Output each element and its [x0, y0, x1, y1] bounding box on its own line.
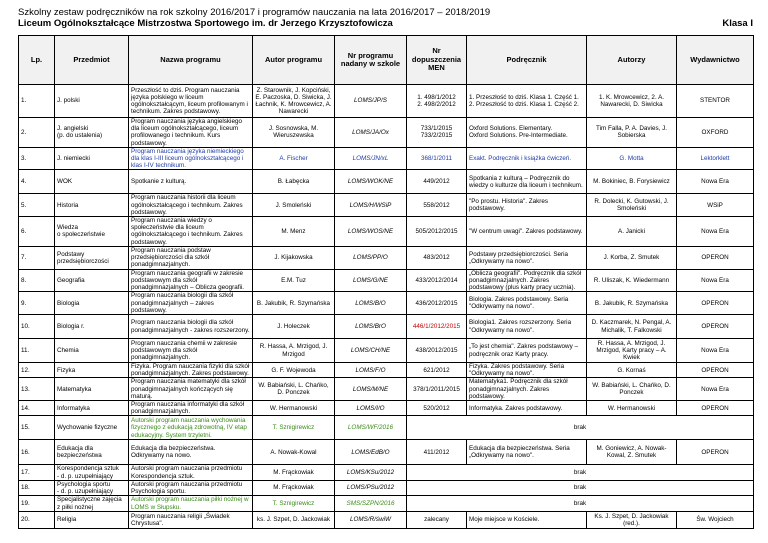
table-row	[19, 363, 754, 378]
cell-wyd: Św. Wojciech	[677, 511, 754, 528]
cell-przedmiot: Psychologia sportu - d. p. uzupełniający	[55, 480, 129, 495]
cell-program: Program nauczania biologii dla szkół ponadgimnazjalnych - zakres rozszerzony.	[129, 315, 253, 339]
cell-podrecznik: brak	[407, 416, 754, 440]
cell-autor: B. Jakubik, R. Szymańska	[253, 292, 335, 315]
cell-przedmiot: Biologia	[55, 292, 129, 315]
cell-przedmiot: Chemia	[55, 339, 129, 363]
cell-przedmiot: J. niemiecki	[55, 147, 129, 170]
cell-przedmiot: Podstawy przedsiębiorczości	[55, 246, 129, 269]
cell-autorzy: B. Jakubik, R. Szymańska	[587, 292, 677, 315]
column-header: Lp.	[19, 36, 55, 85]
cell-men: 733/1/2015 733/2/2015	[407, 118, 467, 148]
cell-wyd: Nowa Era	[677, 378, 754, 401]
cell-autorzy: M. Goniewicz, A. Nowak-Kowal, Z. Smutek	[587, 440, 677, 465]
cell-przedmiot: Biologia r.	[55, 315, 129, 339]
cell-nr: LOMS/WOK/NE	[335, 170, 407, 194]
cell-nr: LOMS/M/NE	[335, 378, 407, 401]
cell-podrecznik: Biologia1. Zakres rozszerzony. Seria "Odkrywamy na nowo".	[467, 315, 587, 339]
cell-program: Program nauczania historii dla liceum ogólnokształcącego i technikum. Zakres podstawowy.	[129, 194, 253, 217]
cell-program: Autorski program nauczania przedmiotu Korespondencja sztuk.	[129, 465, 253, 480]
cell-autor: R. Hassa, A. Mrzigod, J. Mrzigod	[253, 339, 335, 363]
cell-lp: 8.	[19, 269, 55, 292]
class-label: Klasa I	[722, 18, 753, 29]
cell-podrecznik: Matematyka1. Podręcznik dla szkół ponadgimnazjalnych. Zakres podstawowy.	[467, 378, 587, 401]
cell-nr: LOMS/WOS/NE	[335, 217, 407, 247]
table-row	[19, 85, 754, 118]
table-row	[19, 511, 754, 528]
cell-nr: LOMS/PP/O	[335, 246, 407, 269]
cell-men: 558/2012	[407, 194, 467, 217]
cell-lp: 1.	[19, 85, 55, 118]
cell-autorzy: Tim Falla, P. A. Davies, J. Sobierska	[587, 118, 677, 148]
cell-lp: 2.	[19, 118, 55, 148]
cell-program: Autorski program nauczania wychowania fizycznego z edukacją zdrowotną, IV etap edukacyjny. System trzyletni.	[129, 416, 253, 440]
cell-podrecznik: "Po prostu. Historia". Zakres podstawowy.	[467, 194, 587, 217]
cell-przedmiot: Wychowanie fizyczne	[55, 416, 129, 440]
cell-podrecznik: 1. Przeszłość to dziś. Klasa 1. Część 1. 2. Przeszłość to dziś. Klasa 1. Część 2.	[467, 85, 587, 118]
table-row	[19, 269, 754, 292]
cell-autorzy: Ks. J. Szpet, D. Jackowiak (red.).	[587, 511, 677, 528]
cell-lp: 16.	[19, 440, 55, 465]
cell-wyd: STENTOR	[677, 85, 754, 118]
table-row	[19, 496, 754, 511]
cell-autor: Z. Starownik, J. Kopciński, E. Paczoska, D. Siwicka, J. Łachnik, K. Mrowcewicz, A. Nawarecki	[253, 85, 335, 118]
cell-program: Program nauczania matematyki dla szkół ponadgimnazjalnych kończących się maturą.	[129, 378, 253, 401]
table-header-row	[19, 36, 754, 85]
cell-lp: 10.	[19, 315, 55, 339]
cell-program: Program nauczania języka angielskiego dla liceum ogólnokształcącego, liceum profilowanego i technikum. Kurs podstawowy.	[129, 118, 253, 148]
cell-podrecznik: Fizyka. Zakres podstawowy. Seria "Odkrywamy na nowo".	[467, 363, 587, 378]
cell-men: 411/2012	[407, 440, 467, 465]
cell-autor: A. Fischer	[253, 147, 335, 170]
cell-men: 520/2012	[407, 401, 467, 416]
table-row	[19, 465, 754, 480]
table-row	[19, 480, 754, 495]
cell-lp: 6.	[19, 217, 55, 247]
cell-przedmiot: WOK	[55, 170, 129, 194]
cell-autor: J. Smoleński	[253, 194, 335, 217]
cell-wyd: OPERON	[677, 246, 754, 269]
cell-podrecznik: brak	[407, 465, 754, 480]
table-row	[19, 170, 754, 194]
cell-autorzy: 1. K. Mrowcewicz, 2. A. Nawarecki, D. Siwicka	[587, 85, 677, 118]
cell-podrecznik: Podstawy przedsiębiorczości. Seria „Odkrywamy na nowo".	[467, 246, 587, 269]
column-header: Nr programu nadany w szkole	[335, 36, 407, 85]
cell-autorzy: W. Babiański, L. Chańko, D. Ponczek	[587, 378, 677, 401]
cell-wyd: OPERON	[677, 292, 754, 315]
cell-lp: 5.	[19, 194, 55, 217]
column-header: Autor programu	[253, 36, 335, 85]
cell-nr: LOMS/BrO	[335, 315, 407, 339]
textbook-table	[18, 35, 754, 529]
cell-men: 621/2012	[407, 363, 467, 378]
cell-autorzy: W. Hermanowski	[587, 401, 677, 416]
table-row	[19, 378, 754, 401]
cell-men: 505/2012/2015	[407, 217, 467, 247]
cell-men: 438/2012/2015	[407, 339, 467, 363]
cell-wyd: Nowa Era	[677, 217, 754, 247]
cell-program: Program nauczania geografii w zakresie podstawowym dla szkół ponadgimnazjalnych – Oblicza geografii.	[129, 269, 253, 292]
cell-przedmiot: Informatyka	[55, 401, 129, 416]
cell-program: Program nauczania wiedzy o społeczeństwie dla liceum ogólnokształcącego i technikum. Zakres podstawowy.	[129, 217, 253, 247]
cell-lp: 18.	[19, 480, 55, 495]
table-row	[19, 194, 754, 217]
cell-autor: M. Frąckowiak	[253, 465, 335, 480]
cell-men: 368/1/2011	[407, 147, 467, 170]
cell-autorzy: M. Bokiniec, B. Forysiewicz	[587, 170, 677, 194]
cell-wyd: OPERON	[677, 401, 754, 416]
cell-przedmiot: Matematyka	[55, 378, 129, 401]
cell-nr: LOMS/EdB/O	[335, 440, 407, 465]
table-body	[19, 85, 754, 529]
cell-wyd: OPERON	[677, 440, 754, 465]
cell-wyd: Nowa Era	[677, 170, 754, 194]
cell-lp: 19.	[19, 496, 55, 511]
cell-program: Program nauczania podstaw przedsiębiorczości dla szkół ponadgimnazjalnych.	[129, 246, 253, 269]
cell-autorzy: R. Uliszak, K. Wiedermann	[587, 269, 677, 292]
cell-autorzy: G. Motta	[587, 147, 677, 170]
cell-przedmiot: J. angielski (p. do ustalenia)	[55, 118, 129, 148]
cell-men: 378/1/2011/2015	[407, 378, 467, 401]
table-row	[19, 440, 754, 465]
cell-wyd: OXFORD	[677, 118, 754, 148]
cell-przedmiot: Edukacja dla bezpieczeństwa	[55, 440, 129, 465]
cell-program: Program nauczania informatyki dla szkół ponadgimnazjalnych.	[129, 401, 253, 416]
cell-przedmiot: Korespondencja sztuk - d. p. uzupełniający	[55, 465, 129, 480]
cell-autorzy: J. Korba, Z. Smutek	[587, 246, 677, 269]
cell-autor: ks. J. Szpet, D. Jackowiak	[253, 511, 335, 528]
cell-podrecznik: Edukacja dla bezpieczeństwa. Seria „Odkrywamy na nowo".	[467, 440, 587, 465]
cell-men: 446/1/2012/2015	[407, 315, 467, 339]
cell-autor: J. Kijakowska	[253, 246, 335, 269]
cell-podrecznik: brak	[407, 496, 754, 511]
cell-przedmiot: Geografia	[55, 269, 129, 292]
cell-wyd: Nowa Era	[677, 339, 754, 363]
cell-lp: 3.	[19, 147, 55, 170]
table-row	[19, 217, 754, 247]
cell-nr: LOMS/JA/Ox	[335, 118, 407, 148]
cell-przedmiot: Wiedza o społeczeństwie	[55, 217, 129, 247]
cell-men: 1. 498/1/2012 2. 498/2/2012	[407, 85, 467, 118]
cell-lp: 15.	[19, 416, 55, 440]
cell-autorzy: G. Kornaś	[587, 363, 677, 378]
cell-nr: LOMS/G/NE	[335, 269, 407, 292]
document-title-line2: Liceum Ogólnokształcące Mistrzostwa Sportowego im. dr Jerzego Krzysztofowicza	[18, 18, 393, 29]
cell-podrecznik: Exakt. Podręcznik i książka ćwiczeń.	[467, 147, 587, 170]
cell-wyd: Nowa Era	[677, 269, 754, 292]
cell-men: 449/2012	[407, 170, 467, 194]
table-row	[19, 292, 754, 315]
cell-men: 436/2012/2015	[407, 292, 467, 315]
table-row	[19, 339, 754, 363]
cell-nr: LOMS/H/WSiP	[335, 194, 407, 217]
column-header: Przedmiot	[55, 36, 129, 85]
cell-lp: 4.	[19, 170, 55, 194]
cell-autor: T. Sznigirewicz	[253, 416, 335, 440]
cell-program: Przeszłość to dziś. Program nauczania języka polskiego w liceum ogólnokształcącym, liceum profilowanym i technikum. Zakres podstawowy.	[129, 85, 253, 118]
cell-autor: W. Babiański, L. Chańko, D. Ponczek	[253, 378, 335, 401]
table-row	[19, 118, 754, 148]
cell-men: 483/2012	[407, 246, 467, 269]
cell-program: Autorski program nauczania przedmiotu Psychologia sportu.	[129, 480, 253, 495]
cell-autorzy: D. Kaczmarek, N. Pengal, A. Michalik, T. Falkowski	[587, 315, 677, 339]
cell-nr: LOMS/I/O	[335, 401, 407, 416]
cell-nr: LOMS/JP/S	[335, 85, 407, 118]
cell-podrecznik: „To jest chemia". Zakres podstawowy – podręcznik oraz Karty pracy.	[467, 339, 587, 363]
table-row	[19, 147, 754, 170]
cell-autor: W. Hermanowski	[253, 401, 335, 416]
cell-przedmiot: Fizyka	[55, 363, 129, 378]
cell-przedmiot: J. polski	[55, 85, 129, 118]
cell-podrecznik: Informatyka. Zakres podstawowy.	[467, 401, 587, 416]
cell-przedmiot: Historia	[55, 194, 129, 217]
cell-program: Program nauczania religii „Świadek Chrystusa".	[129, 511, 253, 528]
cell-autor: M. Frąckowiak	[253, 480, 335, 495]
document-title-line1: Szkolny zestaw podręczników na rok szkolny 2016/2017 i programów nauczania na lata 2016/2017 – 2018/2019	[18, 7, 491, 18]
column-header: Wydawnictwo	[677, 36, 754, 85]
table-row	[19, 416, 754, 440]
cell-podrecznik: „Oblicza geografii". Podręcznik dla szkół ponadgimnazjalnych. Zakres podstawowy (plus karty pracy ucznia).	[467, 269, 587, 292]
cell-podrecznik: Biologia. Zakres podstawowy. Seria "Odkrywamy na nowo".	[467, 292, 587, 315]
cell-nr: LOMS/B/O	[335, 292, 407, 315]
cell-lp: 9.	[19, 292, 55, 315]
cell-podrecznik: brak	[407, 480, 754, 495]
cell-autor: G. F. Wojewoda	[253, 363, 335, 378]
cell-autor: J. Holeczek	[253, 315, 335, 339]
cell-lp: 17.	[19, 465, 55, 480]
cell-podrecznik: "W centrum uwagi". Zakres podstawowy.	[467, 217, 587, 247]
cell-lp: 7.	[19, 246, 55, 269]
cell-autor: B. Łabęcka	[253, 170, 335, 194]
cell-program: Autorski program nauczania piłki nożnej w LOMS w Słupsku.	[129, 496, 253, 511]
cell-autor: T. Sznigirewicz	[253, 496, 335, 511]
column-header: Podręcznik	[467, 36, 587, 85]
cell-lp: 11.	[19, 339, 55, 363]
column-header: Nr dopuszczenia MEN	[407, 36, 467, 85]
cell-autorzy: A. Janicki	[587, 217, 677, 247]
table-row	[19, 401, 754, 416]
cell-nr: LOMS/CH/NE	[335, 339, 407, 363]
cell-przedmiot: Specjalistyczne zajęcia z piłki nożnej	[55, 496, 129, 511]
cell-wyd: WSiP	[677, 194, 754, 217]
cell-lp: 12.	[19, 363, 55, 378]
cell-nr: LOMS/WF/2016	[335, 416, 407, 440]
cell-wyd: OPERON	[677, 363, 754, 378]
cell-wyd: OPERON	[677, 315, 754, 339]
cell-nr: LOMS/JN/xL	[335, 147, 407, 170]
cell-nr: SMS/SZPN/2016	[335, 496, 407, 511]
cell-lp: 20.	[19, 511, 55, 528]
cell-autor: A. Nowak-Kowal	[253, 440, 335, 465]
document-header	[18, 7, 753, 29]
table-row	[19, 315, 754, 339]
cell-program: Fizyka. Program nauczania fizyki dla szkół ponadgimnazjalnych. Zakres podstawowy.	[129, 363, 253, 378]
cell-autor: M. Menz	[253, 217, 335, 247]
cell-podrecznik: Spotkania z kulturą – Podręcznik do wiedzy o kulturze dla liceum i technikum.	[467, 170, 587, 194]
cell-podrecznik: Moje miejsce w Kościele.	[467, 511, 587, 528]
cell-program: Spotkanie z kulturą.	[129, 170, 253, 194]
cell-wyd: Lektorklett	[677, 147, 754, 170]
column-header: Nazwa programu	[129, 36, 253, 85]
cell-program: Program nauczania biologii dla szkół ponadgimnazjalnych – zakres podstawowy.	[129, 292, 253, 315]
cell-men: zalecany	[407, 511, 467, 528]
cell-men: 433/2012/2014	[407, 269, 467, 292]
table-row	[19, 246, 754, 269]
cell-autorzy: R. Dolecki, K. Gutowski, J. Smoleński	[587, 194, 677, 217]
cell-lp: 13.	[19, 378, 55, 401]
cell-przedmiot: Religia	[55, 511, 129, 528]
cell-program: Program nauczania języka niemieckiego dla klas I-III liceum ogólnokształcącego i klas I-IV technikum.	[129, 147, 253, 170]
cell-podrecznik: Oxford Solutions. Elementary. Oxford Solutions. Pre-Intermediate.	[467, 118, 587, 148]
cell-lp: 14.	[19, 401, 55, 416]
cell-autor: E.M. Tuz	[253, 269, 335, 292]
cell-nr: LOMS/PSu/2012	[335, 480, 407, 495]
cell-program: Program nauczania chemii w zakresie podstawowym dla szkół ponadgimnazjalnych.	[129, 339, 253, 363]
column-header: Autorzy	[587, 36, 677, 85]
cell-autor: J. Sosnowska, M. Wieruszewska	[253, 118, 335, 148]
cell-nr: LOMS/R/świW	[335, 511, 407, 528]
cell-autorzy: R. Hassa, A. Mrzigod, J. Mrzigod, Karty pracy – A. Kwiek	[587, 339, 677, 363]
cell-nr: LOMS/KSu/2012	[335, 465, 407, 480]
cell-nr: LOMS/F/O	[335, 363, 407, 378]
cell-program: Edukacja dla bezpieczeństwa. Odkrywamy na nowo.	[129, 440, 253, 465]
